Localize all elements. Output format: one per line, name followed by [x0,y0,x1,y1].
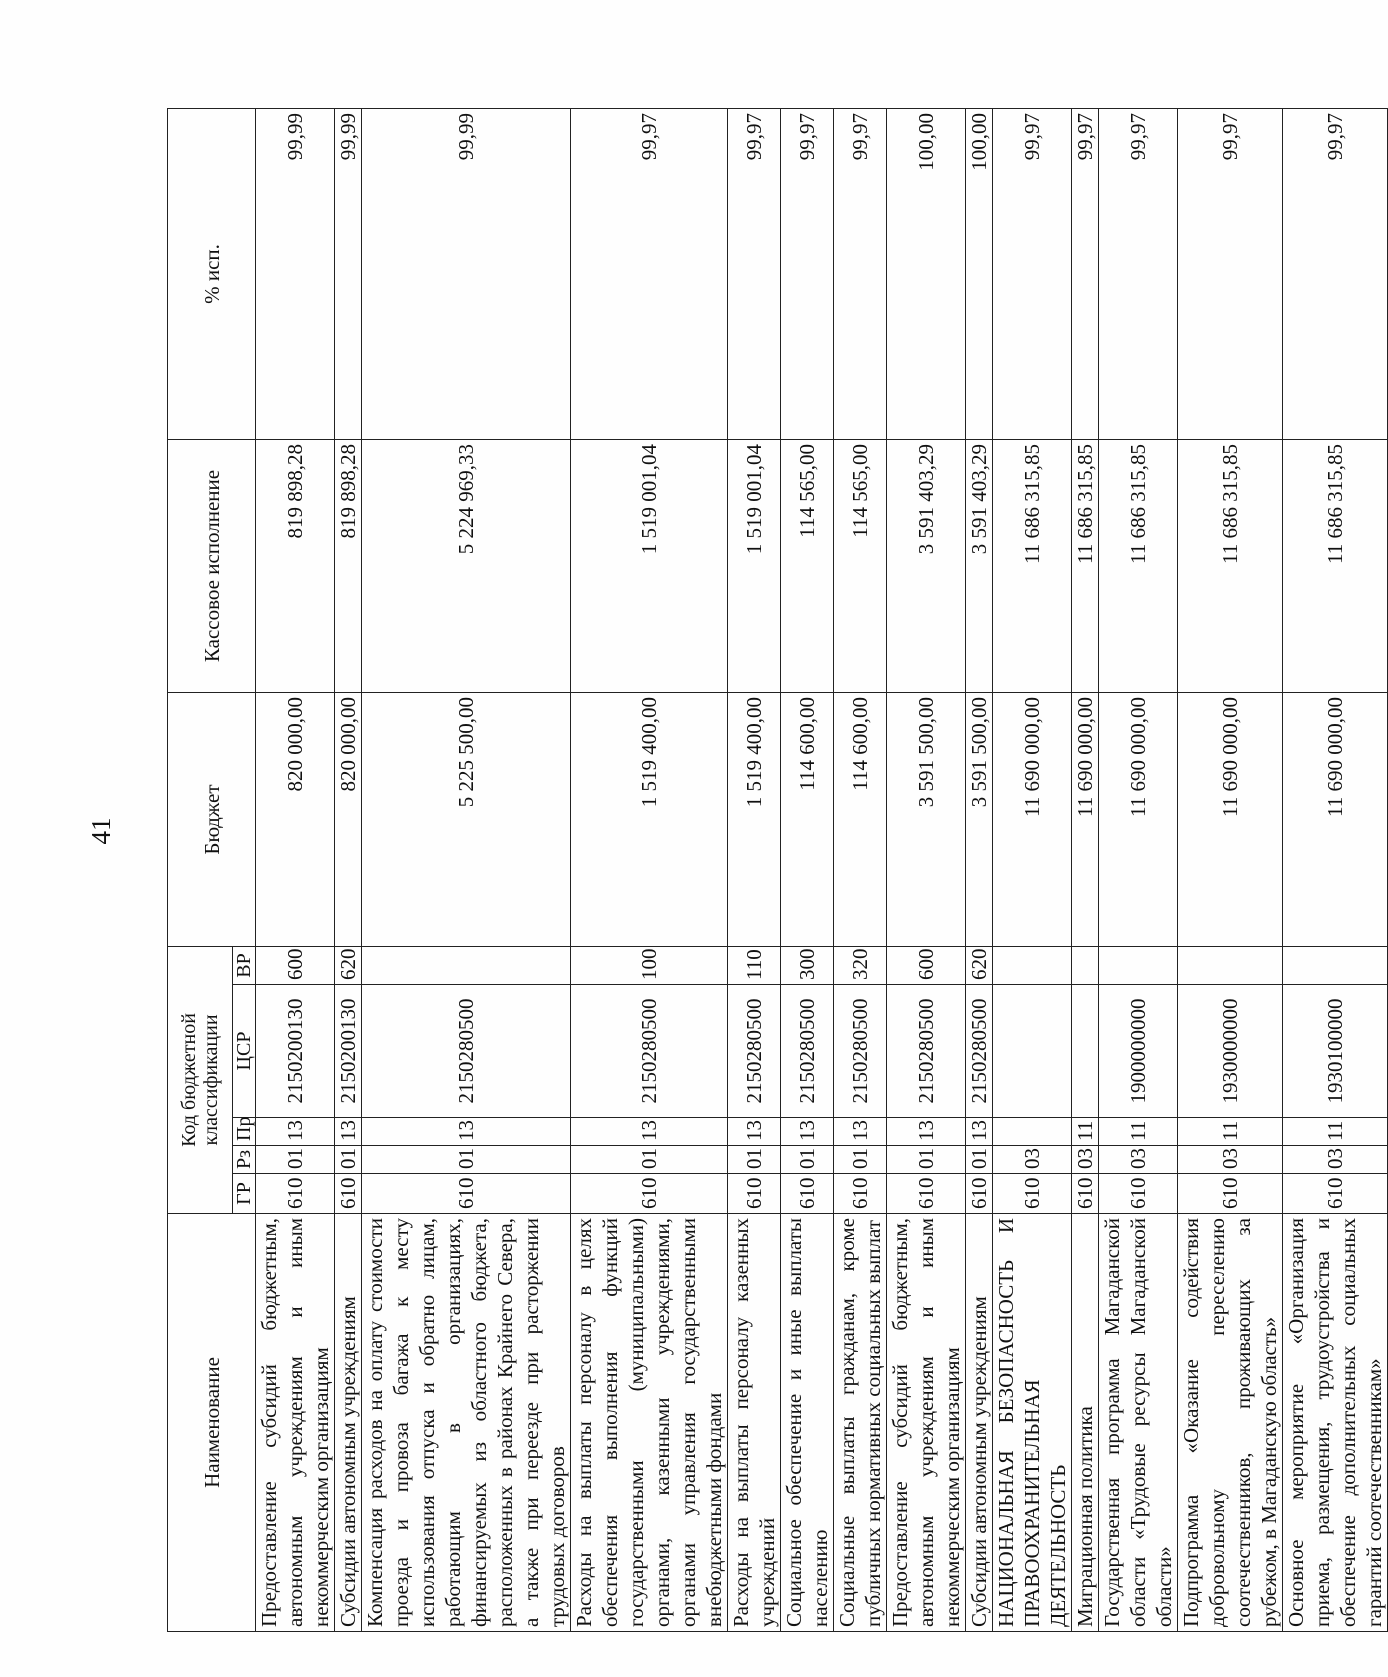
row-csr [1072,985,1099,1118]
row-vr: 600 [887,947,966,985]
row-pct: 99,97 [728,109,781,440]
row-name: Субсидии автономным учреждениям [966,1214,993,1632]
row-csr: 2150280500 [728,985,781,1118]
row-csr: 2150280500 [834,985,887,1118]
row-vr [1099,947,1178,985]
row-name: Социальное обеспечение и иные выплаты населению [781,1214,834,1632]
row-name: Субсидии автономным учреждениям [335,1214,362,1632]
row-pr: 11 [1072,1118,1099,1146]
row-budget: 114 600,00 [834,693,887,947]
row-pr [993,1118,1072,1146]
table-row [1072,109,1099,1632]
row-pct: 99,97 [1099,109,1178,440]
rotated-table-wrapper [167,109,1386,1632]
row-pr: 13 [781,1118,834,1146]
row-pct: 99,97 [781,109,834,440]
row-budget: 3 591 500,00 [887,693,966,947]
row-rz: 01 [781,1146,834,1174]
header-csr: ЦСР [233,985,256,1118]
row-pr: 13 [728,1118,781,1146]
row-vr: 620 [966,947,993,985]
row-rz: 01 [256,1146,335,1174]
row-vr [1072,947,1099,985]
row-csr: 2150200130 [335,985,362,1118]
row-gr: 610 [335,1174,362,1214]
row-cash: 1 519 001,04 [571,440,728,693]
row-rz: 01 [728,1146,781,1174]
row-gr: 610 [834,1174,887,1214]
row-cash: 114 565,00 [781,440,834,693]
row-csr: 1930100000 [1283,985,1388,1118]
row-gr: 610 [993,1174,1072,1214]
row-name: Государственная программа Магаданской области «Трудовые ресурсы Магаданской области» [1099,1214,1178,1632]
table-row [362,109,571,1632]
row-name: Основное мероприятие «Организация приема, размещения, трудоустройства и обеспечение дополнительных социальных гарантий соотечественникам» [1283,1214,1388,1632]
header-cash: Кассовое исполнение [168,440,256,693]
row-cash: 3 591 403,29 [966,440,993,693]
table-row [781,109,834,1632]
row-csr: 1930000000 [1178,985,1283,1118]
row-csr: 1900000000 [1099,985,1178,1118]
row-gr: 610 [1178,1174,1283,1214]
row-budget: 11 690 000,00 [993,693,1072,947]
row-gr: 610 [362,1174,571,1214]
row-name: Миграционная политика [1072,1214,1099,1632]
row-pr: 13 [362,1118,571,1146]
row-pct: 99,97 [993,109,1072,440]
table-row [834,109,887,1632]
row-vr: 320 [834,947,887,985]
header-pct: % исп. [168,109,256,440]
row-cash: 819 898,28 [256,440,335,693]
row-pr: 11 [1283,1118,1388,1146]
row-rz: 03 [993,1146,1072,1174]
table-row [1178,109,1283,1632]
row-pr: 13 [571,1118,728,1146]
row-cash: 819 898,28 [335,440,362,693]
header-vr: ВР [233,947,256,985]
row-gr: 610 [781,1174,834,1214]
row-pct: 99,97 [1178,109,1283,440]
row-cash: 11 686 315,85 [1099,440,1178,693]
row-gr: 610 [728,1174,781,1214]
table-row [571,109,728,1632]
row-budget: 1 519 400,00 [728,693,781,947]
row-gr: 610 [571,1174,728,1214]
row-rz: 01 [571,1146,728,1174]
row-rz: 03 [1283,1146,1388,1174]
row-rz: 03 [1072,1146,1099,1174]
row-pr: 13 [966,1118,993,1146]
row-gr: 610 [1099,1174,1178,1214]
row-budget: 3 591 500,00 [966,693,993,947]
row-cash: 1 519 001,04 [728,440,781,693]
table-row [335,109,362,1632]
row-name: Расходы на выплаты персоналу в целях обеспечения выполнения функций государственными (муниципальными) органами, казенными учреждениями, органами управления государственными внебюджетными фондами [571,1214,728,1632]
row-vr [1283,947,1388,985]
table-row [993,109,1072,1632]
header-rz: Рз [233,1146,256,1174]
row-gr: 610 [887,1174,966,1214]
row-pct: 99,99 [362,109,571,440]
row-gr: 610 [966,1174,993,1214]
row-rz: 01 [834,1146,887,1174]
budget-execution-table [167,108,1388,1632]
row-pr: 13 [834,1118,887,1146]
row-csr: 2150280500 [966,985,993,1118]
row-rz: 01 [335,1146,362,1174]
row-name: Предоставление субсидий бюджетным, автономным учреждениям и иным некоммерческим организациям [256,1214,335,1632]
row-name: Предоставление субсидий бюджетным, автономным учреждениям и иным некоммерческим организациям [887,1214,966,1632]
row-rz: 03 [1099,1146,1178,1174]
row-pr: 13 [256,1118,335,1146]
row-rz: 01 [362,1146,571,1174]
row-name: Расходы на выплаты персоналу казенных учреждений [728,1214,781,1632]
header-gr: ГР [233,1174,256,1214]
row-budget: 114 600,00 [781,693,834,947]
row-vr: 100 [571,947,728,985]
page-number: 41 [86,817,116,845]
row-pct: 100,00 [887,109,966,440]
row-rz: 01 [887,1146,966,1174]
table-header [168,109,256,1632]
row-cash: 114 565,00 [834,440,887,693]
row-budget: 11 690 000,00 [1178,693,1283,947]
row-pct: 99,97 [1283,109,1388,440]
table-row [1283,109,1388,1632]
header-code-group: Код бюджетной классификации [168,947,233,1214]
row-pct: 99,99 [256,109,335,440]
row-budget: 5 225 500,00 [362,693,571,947]
row-pct: 99,97 [1072,109,1099,440]
row-pr: 13 [887,1118,966,1146]
row-budget: 11 690 000,00 [1283,693,1388,947]
row-pct: 99,97 [834,109,887,440]
row-pct: 100,00 [966,109,993,440]
row-vr [1178,947,1283,985]
row-csr [993,985,1072,1118]
table-row [887,109,966,1632]
row-name: Компенсация расходов на оплату стоимости проезда и провоза багажа к месту использования отпуска и обратно лицам, работающим в организациях, финансируемых из областного бюджета, расположенных в районах Крайнего Севера, а также при переезде при расторжении трудовых договоров [362,1214,571,1632]
row-pct: 99,97 [571,109,728,440]
row-rz: 03 [1178,1146,1283,1174]
row-budget: 820 000,00 [256,693,335,947]
row-vr [362,947,571,985]
row-name: НАЦИОНАЛЬНАЯ БЕЗОПАСНОСТЬ И ПРАВООХРАНИТЕЛЬНАЯ ДЕЯТЕЛЬНОСТЬ [993,1214,1072,1632]
header-pr: Пр [233,1118,256,1146]
row-name: Подпрограмма «Оказание содействия добровольному переселению соотечественников, проживающих за рубежом, в Магаданскую область» [1178,1214,1283,1632]
row-pct: 99,99 [335,109,362,440]
table-body [256,109,1388,1632]
table-row [1099,109,1178,1632]
table-row [256,109,335,1632]
row-pr: 13 [335,1118,362,1146]
header-budget: Бюджет [168,693,256,947]
row-vr: 300 [781,947,834,985]
row-cash: 3 591 403,29 [887,440,966,693]
row-cash: 11 686 315,85 [1072,440,1099,693]
row-vr: 600 [256,947,335,985]
row-cash: 5 224 969,33 [362,440,571,693]
row-name: Социальные выплаты гражданам, кроме публичных нормативных социальных выплат [834,1214,887,1632]
row-gr: 610 [256,1174,335,1214]
row-csr: 2150200130 [256,985,335,1118]
row-csr: 2150280500 [571,985,728,1118]
row-vr: 620 [335,947,362,985]
row-budget: 1 519 400,00 [571,693,728,947]
row-gr: 610 [1072,1174,1099,1214]
row-cash: 11 686 315,85 [1283,440,1388,693]
row-gr: 610 [1283,1174,1388,1214]
row-budget: 11 690 000,00 [1099,693,1178,947]
row-cash: 11 686 315,85 [993,440,1072,693]
row-pr: 11 [1178,1118,1283,1146]
table-row [728,109,781,1632]
row-pr: 11 [1099,1118,1178,1146]
row-budget: 11 690 000,00 [1072,693,1099,947]
row-csr: 2150280500 [781,985,834,1118]
table-row [966,109,993,1632]
row-vr [993,947,1072,985]
row-vr: 110 [728,947,781,985]
row-csr: 2150280500 [362,985,571,1118]
row-budget: 820 000,00 [335,693,362,947]
row-cash: 11 686 315,85 [1178,440,1283,693]
header-name: Наименование [168,1214,256,1632]
row-csr: 2150280500 [887,985,966,1118]
row-rz: 01 [966,1146,993,1174]
